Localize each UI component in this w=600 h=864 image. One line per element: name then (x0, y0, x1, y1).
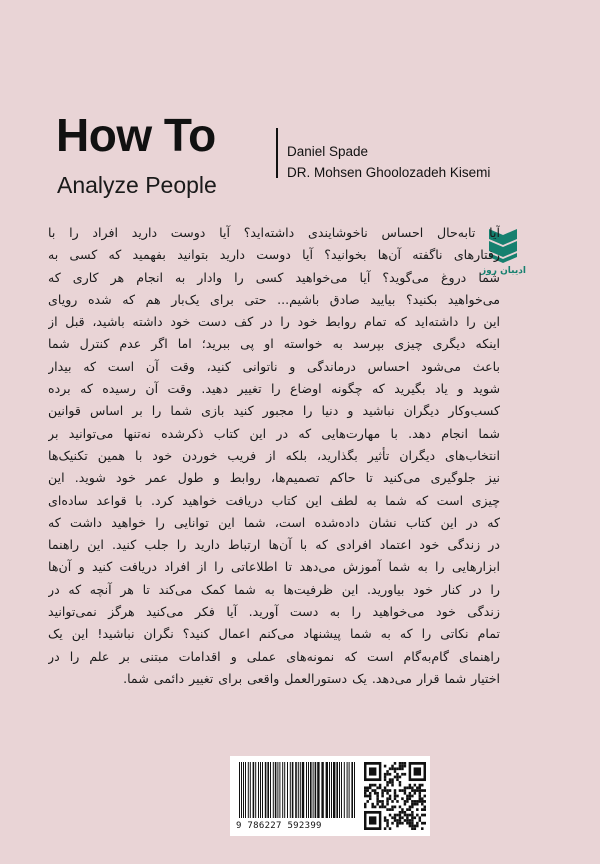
qr-module (374, 784, 376, 787)
qr-module (369, 795, 371, 798)
qr-module (404, 762, 406, 765)
qr-module (404, 811, 406, 814)
qr-module (381, 792, 383, 795)
qr-module (401, 816, 403, 819)
qr-module (401, 762, 403, 765)
qr-module (416, 800, 418, 803)
book-subtitle: Analyze People (57, 172, 217, 198)
barcode-bar (344, 762, 345, 818)
qr-module (416, 786, 418, 789)
description-line: این را داشته‌اید که تمام روابط خود را در کف دست خود داشته باشید، قبل از (48, 314, 500, 330)
barcode-bar (279, 762, 280, 818)
back-cover-description (48, 222, 500, 690)
barcode-bar (300, 762, 301, 818)
qr-finder (369, 767, 376, 775)
qr-module (376, 797, 378, 800)
barcode-bar (295, 762, 297, 818)
qr-module (386, 784, 388, 787)
description-line: که در این کتاب نشان داده‌شده است، شما این توانایی را خواهید داشت که (48, 514, 500, 530)
qr-module (391, 767, 393, 770)
qr-module (389, 808, 391, 811)
qr-module (369, 797, 371, 800)
qr-module (411, 786, 413, 789)
qr-module (389, 767, 391, 770)
qr-module (411, 795, 413, 798)
qr-module (381, 800, 383, 803)
qr-module (394, 762, 396, 765)
qr-module (366, 795, 368, 798)
qr-module (379, 800, 381, 803)
qr-module (411, 806, 413, 809)
qr-module (411, 803, 413, 806)
qr-module (366, 786, 368, 789)
qr-module (411, 789, 413, 792)
qr-module (394, 770, 396, 773)
qr-module (374, 789, 376, 792)
qr-module (406, 816, 408, 819)
barcode-bar (351, 762, 353, 818)
qr-module (379, 806, 381, 809)
qr-module (401, 808, 403, 811)
qr-module (364, 803, 366, 806)
qr-module (386, 770, 388, 773)
qr-module (411, 811, 413, 814)
qr-module (396, 776, 398, 779)
qr-module (406, 786, 408, 789)
qr-module (406, 814, 408, 817)
description-line: نیز جلوگیری می‌کنید تا حاکم تصمیم‌ها، روابط و طول عمر خود شوید. این (48, 470, 500, 486)
qr-module (396, 795, 398, 798)
barcode-bar (333, 762, 335, 818)
qr-module (421, 822, 423, 825)
barcode-bar (262, 762, 263, 818)
qr-module (396, 822, 398, 825)
description-line: زندگی خود می‌خواهید را به دست آورید. آیا فکر می‌کنید هرگز نمی‌توانید (48, 604, 500, 620)
barcode-bar (239, 762, 240, 818)
qr-module (419, 797, 421, 800)
qr-module (384, 786, 386, 789)
qr-module (411, 822, 413, 825)
description-line: اختیار شما قرار می‌دهد. یک دستورالعمل واقعی برای تغییر دائمی شما. (123, 670, 500, 686)
qr-module (391, 808, 393, 811)
qr-module (409, 786, 411, 789)
qr-module (391, 765, 393, 768)
qr-module (371, 806, 373, 809)
qr-module (409, 808, 411, 811)
qr-module (406, 822, 408, 825)
qr-module (416, 814, 418, 817)
barcode-bar (265, 762, 267, 818)
qr-module (401, 811, 403, 814)
qr-module (399, 767, 401, 770)
qr-module (399, 762, 401, 765)
barcode-bar (313, 762, 314, 818)
qr-module (384, 819, 386, 822)
barcode-bar (248, 762, 249, 818)
qr-module (391, 806, 393, 809)
barcode-bar (341, 762, 342, 818)
qr-module (404, 800, 406, 803)
qr-module (384, 816, 386, 819)
barcode-bar (321, 762, 323, 818)
qr-module (404, 814, 406, 817)
qr-module (369, 786, 371, 789)
qr-module (391, 822, 393, 825)
qr-module (409, 822, 411, 825)
qr-module (384, 776, 386, 779)
qr-module (374, 806, 376, 809)
barcode-bar (315, 762, 317, 818)
qr-module (399, 816, 401, 819)
qr-module (386, 800, 388, 803)
qr-module (421, 797, 423, 800)
qr-module (371, 803, 373, 806)
qr-module (419, 784, 421, 787)
qr-module (384, 765, 386, 768)
qr-module (421, 827, 423, 830)
qr-module (389, 789, 391, 792)
qr-module (389, 797, 391, 800)
qr-module (399, 822, 401, 825)
description-line: ابزارهایی را به شما آموزش می‌دهد تا اطلاعاتی را از افراد دریافت کنید و آن‌ها (48, 559, 500, 575)
description-line: رفتارهای ناگفته آن‌ها بخوانید؟ آیا دوست دارید بتوانید بفهمید که کسی به (48, 247, 500, 263)
barcode-bar (292, 762, 294, 818)
description-line: اینکه دیگری چیزی بپرسد به خواسته او پی ببرید؛ اما اگر عدم کنترل شما (48, 336, 500, 352)
qr-module (414, 825, 416, 828)
barcode-bar (277, 762, 278, 818)
qr-module (389, 781, 391, 784)
qr-module (396, 825, 398, 828)
qr-module (424, 800, 426, 803)
qr-module (396, 800, 398, 803)
qr-module (424, 814, 426, 817)
qr-module (396, 778, 398, 781)
qr-module (384, 778, 386, 781)
qr-module (411, 816, 413, 819)
qr-module (424, 789, 426, 792)
barcode-bar (270, 762, 271, 818)
qr-module (399, 819, 401, 822)
qr-module (399, 814, 401, 817)
qr-module (364, 806, 366, 809)
qr-module (381, 803, 383, 806)
qr-module (376, 795, 378, 798)
qr-module (391, 778, 393, 781)
barcode-panel (230, 756, 430, 836)
qr-module (406, 808, 408, 811)
barcode-bar (250, 762, 251, 818)
barcode-bar (326, 762, 328, 818)
qr-module (421, 784, 423, 787)
description-line: راهنمای گام‌به‌گام است که نمونه‌های عملی و اقدامات مبتنی بر علم را در (48, 648, 500, 664)
qr-module (414, 792, 416, 795)
qr-module (384, 773, 386, 776)
qr-module (406, 797, 408, 800)
qr-module (419, 792, 421, 795)
barcode-bar (258, 762, 259, 818)
barcode-bar (241, 762, 242, 818)
barcode-bar (308, 762, 309, 818)
qr-module (401, 797, 403, 800)
qr-module (404, 789, 406, 792)
qr-module (366, 800, 368, 803)
qr-module (414, 789, 416, 792)
barcode-bar (329, 762, 330, 818)
barcode-bar (245, 762, 246, 818)
qr-module (376, 792, 378, 795)
qr-module (394, 819, 396, 822)
qr-module (399, 811, 401, 814)
qr-module (389, 773, 391, 776)
qr-module (394, 789, 396, 792)
qr-module (404, 819, 406, 822)
description-line: را در کنار خود بیاورید. این ظرفیت‌ها به شما کمک می‌کند تا هر آنچه که در (48, 581, 500, 597)
qr-module (406, 795, 408, 798)
barcode-bar (290, 762, 291, 818)
qr-module (369, 784, 371, 787)
qr-module (409, 814, 411, 817)
qr-module (394, 814, 396, 817)
qr-module (379, 786, 381, 789)
barcode-bar (336, 762, 338, 818)
qr-module (409, 784, 411, 787)
qr-module (399, 784, 401, 787)
qr-module (386, 797, 388, 800)
qr-module (386, 822, 388, 825)
qr-module (424, 806, 426, 809)
qr-module (381, 806, 383, 809)
qr-module (379, 784, 381, 787)
qr-module (409, 795, 411, 798)
barcode-bar (310, 762, 312, 818)
translator-name: DR. Mohsen Ghoolozadeh Kisemi (287, 165, 491, 180)
description-line: شما دروغ می‌گوید؟ آیا می‌خواهید کسی را وادار به انجام هر کاری که (48, 269, 500, 285)
barcode-bar (255, 762, 256, 818)
qr-module (414, 827, 416, 830)
qr-code (364, 762, 426, 830)
barcode-bar (331, 762, 332, 818)
qr-module (364, 792, 366, 795)
description-line: انتخاب‌های دیگران تأثیر بگذارید، بلکه از فریب خوردن خود با همین تکنیک‌ها (48, 447, 500, 463)
qr-module (394, 816, 396, 819)
barcode-bar (306, 762, 307, 818)
qr-module (384, 827, 386, 830)
qr-module (424, 795, 426, 798)
qr-module (366, 789, 368, 792)
qr-module (404, 792, 406, 795)
qr-module (394, 795, 396, 798)
qr-module (399, 776, 401, 779)
author-list (287, 141, 490, 183)
barcode-bar (243, 762, 244, 818)
description-line: در زندگی خود اعتماد افرادی که با آن‌ها ارتباط دارید را جلب کنید. این راهنما (48, 537, 500, 553)
publisher-name: ادیبان روز (481, 266, 526, 276)
qr-module (389, 778, 391, 781)
qr-module (411, 800, 413, 803)
qr-module (386, 792, 388, 795)
qr-module (416, 803, 418, 806)
qr-module (409, 806, 411, 809)
barcode-bar (253, 762, 255, 818)
qr-finder (414, 767, 421, 775)
qr-module (414, 803, 416, 806)
qr-module (371, 789, 373, 792)
qr-module (389, 795, 391, 798)
qr-module (411, 825, 413, 828)
qr-module (394, 767, 396, 770)
qr-module (424, 822, 426, 825)
qr-module (421, 808, 423, 811)
description-line: کسب‌وکار دیگران نباشید و دنیا را مجبور کنید بازی شما را بر اساس قوانین (48, 403, 500, 419)
qr-module (419, 816, 421, 819)
qr-module (386, 825, 388, 828)
qr-module (394, 806, 396, 809)
qr-module (414, 784, 416, 787)
qr-module (406, 819, 408, 822)
qr-module (409, 792, 411, 795)
qr-module (416, 825, 418, 828)
description-line: تمام نکاتی را که به شما پیشنهاد می‌کنم اعمال کنید؟ نگران نباشید! این یک (48, 626, 500, 642)
qr-module (409, 825, 411, 828)
qr-module (394, 776, 396, 779)
qr-module (411, 827, 413, 830)
author-name: Daniel Spade (287, 144, 369, 159)
qr-module (414, 816, 416, 819)
qr-module (421, 789, 423, 792)
qr-module (384, 789, 386, 792)
qr-module (386, 781, 388, 784)
qr-module (391, 781, 393, 784)
barcode-bar (302, 762, 304, 818)
qr-module (401, 765, 403, 768)
barcode-bar (354, 762, 355, 818)
qr-module (389, 814, 391, 817)
qr-module (419, 789, 421, 792)
qr-module (381, 789, 383, 792)
qr-module (416, 808, 418, 811)
qr-module (376, 800, 378, 803)
qr-module (391, 784, 393, 787)
qr-module (394, 792, 396, 795)
description-line: شما انجام دهد. با مهارت‌هایی که در این کتاب ذکرشده نه‌تنها می‌توانید بر (48, 425, 500, 441)
qr-module (396, 819, 398, 822)
qr-module (374, 792, 376, 795)
barcode-bar (287, 762, 288, 818)
qr-module (371, 784, 373, 787)
qr-module (409, 797, 411, 800)
qr-module (401, 789, 403, 792)
qr-module (421, 800, 423, 803)
qr-module (416, 822, 418, 825)
barcode-bar (284, 762, 285, 818)
barcode-bar (260, 762, 261, 818)
description-line: شوید و یاد بگیرید که چگونه اوضاع را تغییر دهید. وقت آن رسیده که برده (48, 381, 500, 397)
isbn-barcode (238, 762, 356, 818)
qr-module (416, 789, 418, 792)
qr-module (376, 803, 378, 806)
qr-finder (369, 816, 376, 824)
qr-module (424, 808, 426, 811)
qr-module (399, 781, 401, 784)
barcode-bar (339, 762, 340, 818)
qr-module (386, 789, 388, 792)
qr-module (389, 827, 391, 830)
qr-module (396, 767, 398, 770)
qr-module (386, 773, 388, 776)
qr-module (396, 773, 398, 776)
qr-module (414, 800, 416, 803)
qr-module (376, 786, 378, 789)
title-divider (276, 128, 278, 178)
qr-module (411, 814, 413, 817)
barcode-bar (275, 762, 277, 818)
qr-module (394, 797, 396, 800)
qr-module (399, 765, 401, 768)
qr-module (401, 767, 403, 770)
description-line: باعث می‌شود احساس درماندگی و ناتوانی کنید، وقت آن است که بیدار (48, 358, 500, 374)
qr-module (419, 819, 421, 822)
qr-module (396, 814, 398, 817)
qr-module (421, 803, 423, 806)
qr-module (399, 789, 401, 792)
qr-module (391, 800, 393, 803)
barcode-bar (273, 762, 274, 818)
qr-module (386, 819, 388, 822)
barcode-bar (317, 762, 319, 818)
qr-module (364, 786, 366, 789)
qr-module (411, 819, 413, 822)
qr-module (404, 765, 406, 768)
barcode-bar (349, 762, 350, 818)
qr-module (399, 806, 401, 809)
barcode-bar (298, 762, 299, 818)
qr-module (419, 795, 421, 798)
qr-module (421, 814, 423, 817)
qr-module (386, 808, 388, 811)
qr-module (406, 800, 408, 803)
qr-module (364, 789, 366, 792)
qr-module (404, 803, 406, 806)
description-line: چیزی است که شما به لطف این کتاب دریافت خواهید کرد. با قواعد ساده‌ای (48, 492, 500, 508)
qr-module (409, 819, 411, 822)
qr-module (381, 795, 383, 798)
qr-module (384, 806, 386, 809)
qr-module (391, 816, 393, 819)
qr-module (364, 795, 366, 798)
qr-module (419, 786, 421, 789)
qr-module (419, 800, 421, 803)
qr-module (404, 786, 406, 789)
barcode-bar (347, 762, 348, 818)
barcode-bar (282, 762, 283, 818)
qr-module (386, 803, 388, 806)
qr-module (401, 822, 403, 825)
qr-module (401, 773, 403, 776)
barcode-bar (267, 762, 269, 818)
qr-module (404, 773, 406, 776)
qr-module (369, 792, 371, 795)
book-title: How To (56, 109, 216, 161)
isbn-number: 9 786227 592399 (236, 821, 322, 831)
description-line: آیا تابه‌حال احساس ناخوشایندی داشته‌اید؟ آیا دوست دارید افراد را با (48, 225, 500, 240)
description-line: می‌خواهید بکنید؟ بیایید صادق باشیم... حتی برای یک‌بار هم که شده رویای (48, 291, 500, 307)
